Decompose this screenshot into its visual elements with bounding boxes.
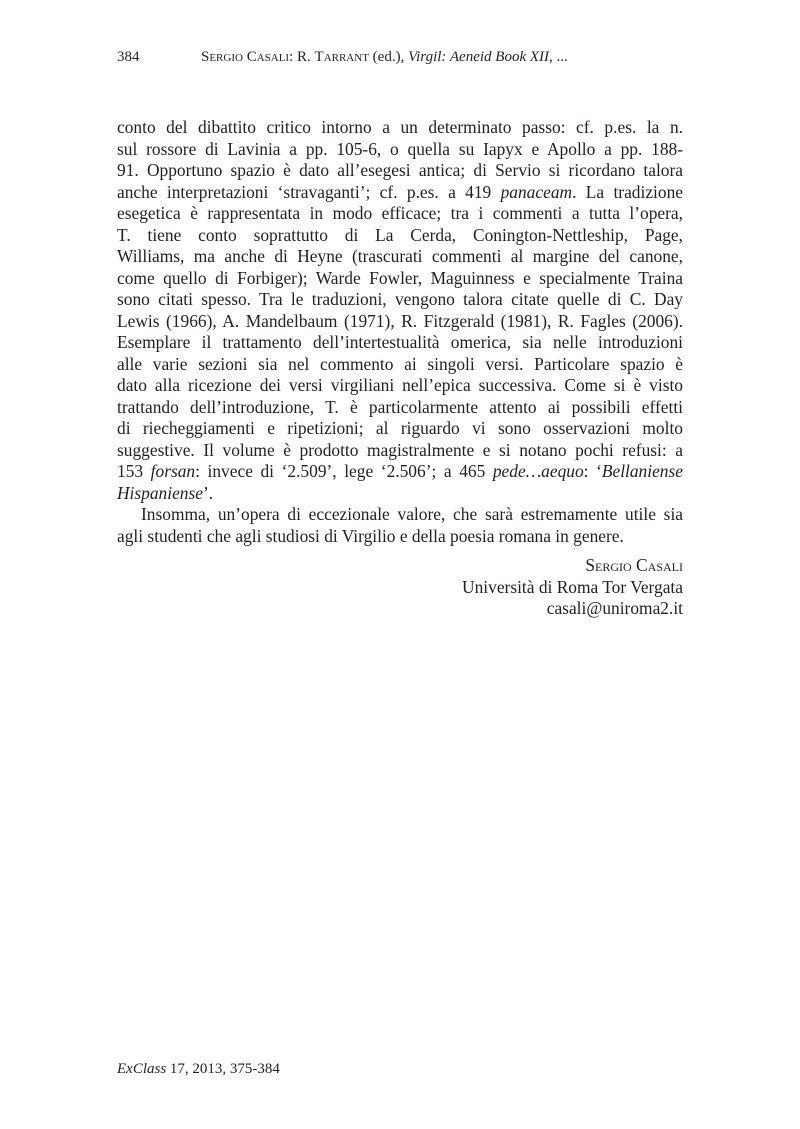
text-segment: : ‘	[583, 461, 602, 481]
text-line	[117, 397, 683, 419]
text-segment: ’.	[202, 482, 214, 503]
page-number: 384	[117, 49, 140, 65]
header-title: Virgil: Aeneid Book XII	[408, 49, 550, 65]
text-line	[117, 182, 683, 204]
signature-email: casali@uniroma2.it	[546, 598, 683, 618]
text-line	[117, 311, 683, 333]
text-line	[117, 246, 683, 268]
text-segment: Williams, ma anche di Heyne (trascurati commenti al margine del canone,	[117, 246, 683, 266]
text-segment: esegetica è rappresentata in modo efficace; tra i commenti a tutta l’opera,	[117, 203, 683, 223]
text-segment: anche interpretazioni ‘stravaganti’; cf. p.es. a 419	[117, 181, 501, 202]
header-ed: (ed.),	[368, 49, 409, 65]
text-line	[117, 268, 683, 290]
text-segment: alle varie sezioni sia nel commento ai singoli versi. Particolare spazio è	[117, 353, 683, 374]
text-segment: Insomma, un’opera di eccezionale valore, che sarà estremamente utile sia	[141, 504, 683, 524]
text-segment: come quello di Forbiger); Warde Fowler, Maguinness e specialmente Traina	[117, 267, 683, 288]
header-ellipsis: , ...	[549, 49, 568, 65]
text-line	[117, 504, 683, 526]
footer-citation	[117, 1061, 280, 1078]
footer-volume: 17, 2013, 375-384	[166, 1061, 280, 1077]
text-line	[117, 483, 683, 505]
text-line	[117, 160, 683, 182]
signature-affiliation: Università di Roma Tor Vergata	[462, 576, 683, 597]
header-author: Sergio Casali	[201, 49, 290, 65]
text-line	[117, 526, 683, 548]
text-line	[117, 375, 683, 397]
text-line	[117, 139, 683, 161]
signature-block	[462, 555, 683, 620]
text-line	[117, 332, 683, 354]
italic-text: Bellaniense	[601, 461, 683, 481]
header-sep: : R.	[289, 49, 315, 65]
italic-text: pede…aequo	[492, 461, 584, 481]
text-line	[117, 203, 683, 225]
text-line	[117, 461, 683, 483]
text-segment: Esemplare il trattamento dell’intertestualità omerica, sia nelle introduzioni	[117, 332, 683, 352]
text-segment: 91. Opportuno spazio è dato all’esegesi antica; di Servio si ricordano talora	[117, 160, 683, 180]
text-line	[117, 418, 683, 440]
text-segment: sul rossore di Lavinia a pp. 105-6, o quella su Iapyx e Apollo a pp. 188-	[117, 138, 683, 159]
text-segment: Lewis (1966), A. Mandelbaum (1971), R. Fitzgerald (1981), R. Fagles (2006).	[117, 310, 683, 331]
text-segment: sono citati spesso. Tra le traduzioni, vengono talora citate quelle di C. Day	[117, 289, 683, 309]
signature-name: Sergio Casali	[585, 555, 683, 575]
text-segment: suggestive. Il volume è prodotto magistralmente e si notano pochi refusi: a	[117, 439, 683, 460]
text-segment: dato alla ricezione dei versi virgiliani nell’epica successiva. Come si è visto	[117, 375, 683, 395]
text-segment: : invece di ‘2.509’, lege ‘2.506’; a 465	[195, 461, 493, 481]
text-segment: . La tradizione	[572, 181, 683, 202]
text-segment: trattando dell’introduzione, T. è particolarmente attento ai possibili effetti	[117, 396, 683, 417]
text-segment: 153	[117, 461, 151, 481]
text-segment: agli studenti che agli studiosi di Virgilio e della poesia romana in genere.	[117, 525, 624, 546]
header-editor: Tarrant	[314, 49, 369, 65]
text-line	[117, 289, 683, 311]
text-line	[117, 440, 683, 462]
italic-text: Hispaniense	[117, 482, 203, 503]
text-line	[117, 117, 683, 139]
text-segment: di riecheggiamenti e ripetizioni; al riguardo vi sono osservazioni molto	[117, 418, 683, 438]
running-header	[117, 49, 568, 66]
text-segment: conto del dibattito critico intorno a un determinato passo: cf. p.es. la n.	[117, 117, 683, 137]
footer-journal: ExClass	[117, 1061, 167, 1077]
body-text	[117, 117, 683, 547]
text-line	[117, 354, 683, 376]
italic-text: panaceam	[500, 181, 573, 202]
text-line	[117, 225, 683, 247]
italic-text: forsan	[150, 461, 196, 481]
text-segment: T. tiene conto soprattutto di La Cerda, Conington-Nettleship, Page,	[117, 224, 683, 245]
